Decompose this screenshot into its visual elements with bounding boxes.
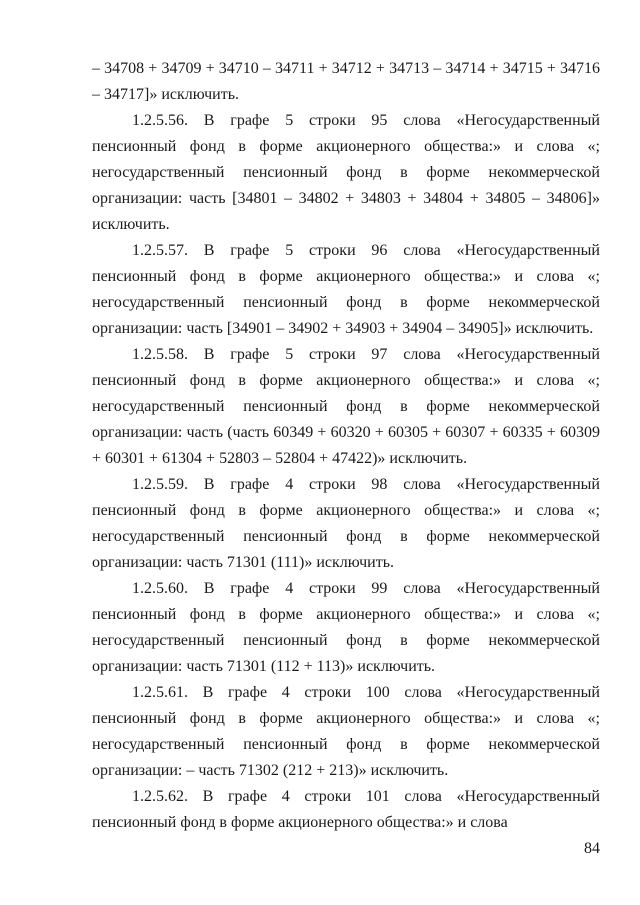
paragraph-1-2-5-62: 1.2.5.62. В графе 4 строки 101 слова «Негосударственный пенсионный фонд в форме акционерного общества:» и слова bbox=[92, 788, 600, 831]
paragraph-1-2-5-57: 1.2.5.57. В графе 5 строки 96 слова «Негосударственный пенсионный фонд в форме акционерного общества:» и слова «; негосударственный пенсионный фонд в форме некоммерческой организации: часть [34901 – 34902 + 34903 + 34904 – 34905]» исключить. bbox=[92, 242, 600, 337]
paragraph-continuation: – 34708 + 34709 + 34710 – 34711 + 34712 + 34713 – 34714 + 34715 + 34716 – 34717]» исключить. bbox=[92, 60, 600, 103]
paragraph-1-2-5-56: 1.2.5.56. В графе 5 строки 95 слова «Негосударственный пенсионный фонд в форме акционерного общества:» и слова «; негосударственный пенсионный фонд в форме некоммерческой организации: часть [34801 – 34802 + 34803 + 34804 + 34805 – 34806]» исключить. bbox=[92, 112, 600, 233]
paragraph-1-2-5-61: 1.2.5.61. В графе 4 строки 100 слова «Негосударственный пенсионный фонд в форме акционерного общества:» и слова «; негосударственный пенсионный фонд в форме некоммерческой организации: – часть 71302 (212 + 213)» исключить. bbox=[92, 684, 600, 779]
paragraph-1-2-5-58: 1.2.5.58. В графе 5 строки 97 слова «Негосударственный пенсионный фонд в форме акционерного общества:» и слова «; негосударственный пенсионный фонд в форме некоммерческой организации: часть (часть 60349 + 60320 + 60305 + 60307 + 60335 + 60309 + 60301 + 61304 + 52803 – 52804 + 47422)» исключить. bbox=[92, 346, 600, 467]
page-number: 84 bbox=[584, 840, 600, 857]
paragraph-1-2-5-60: 1.2.5.60. В графе 4 строки 99 слова «Негосударственный пенсионный фонд в форме акционерного общества:» и слова «; негосударственный пенсионный фонд в форме некоммерческой организации: часть 71301 (112 + 113)» исключить. bbox=[92, 580, 600, 675]
paragraph-1-2-5-59: 1.2.5.59. В графе 4 строки 98 слова «Негосударственный пенсионный фонд в форме акционерного общества:» и слова «; негосударственный пенсионный фонд в форме некоммерческой организации: часть 71301 (111)» исключить. bbox=[92, 476, 600, 571]
document-body bbox=[92, 56, 600, 836]
